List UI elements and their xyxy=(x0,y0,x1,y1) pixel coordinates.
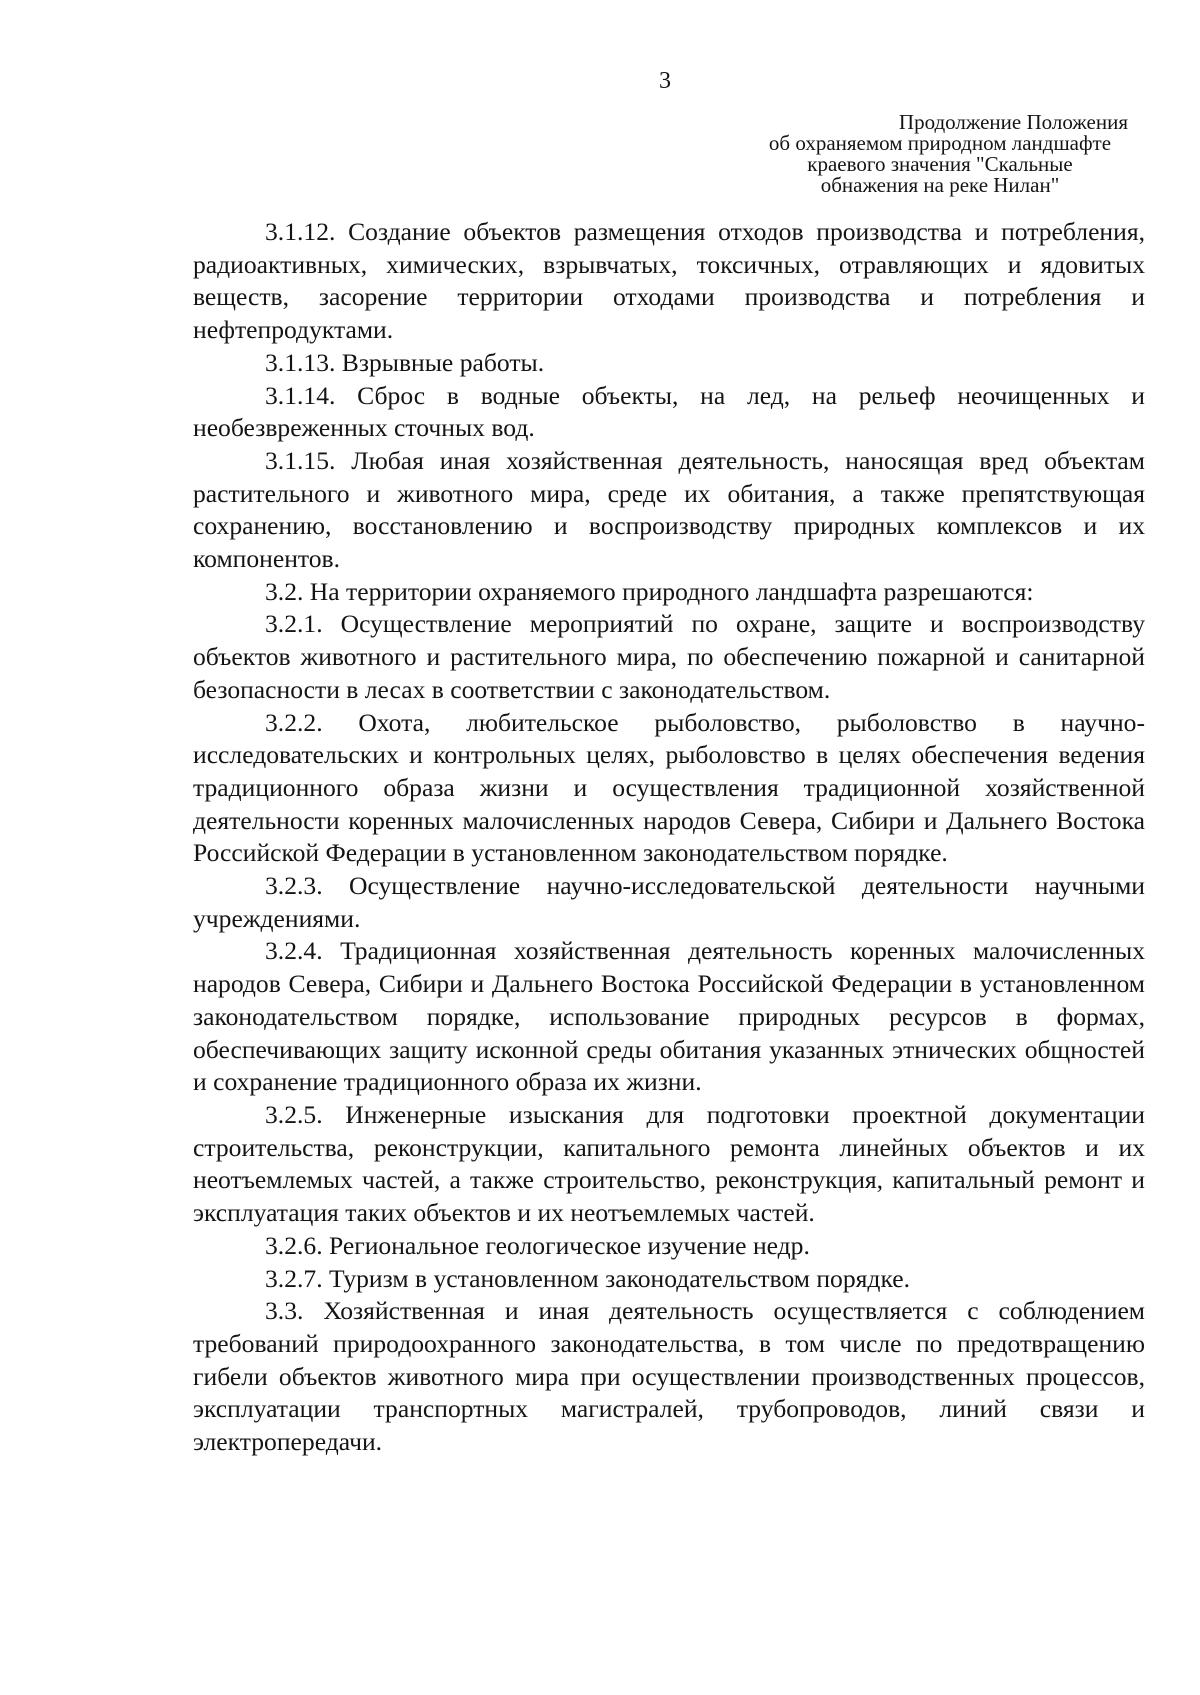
paragraph-3-2-6: 3.2.6. Региональное геологическое изучение недр. xyxy=(265,1230,810,1260)
document-body xyxy=(193,216,1145,1459)
paragraph-3-2-2: 3.2.2. Охота, любительское рыболовство, рыболовство в научно-исследовательских и контрольных целях, рыболовство в целях обеспечения ведения традиционного образа жизни и осуществления традиционной хозяйственной деятельности коренных малочисленных народов Севера, Сибири и Дальнего Востока Российской Федерации в установленном законодательством порядке. xyxy=(193,707,1145,868)
paragraph-3-1-13: 3.1.13. Взрывные работы. xyxy=(265,347,545,377)
paragraph-3-2-1: 3.2.1. Осуществление мероприятий по охране, защите и воспроизводству объектов животного и растительного мира, по обеспечению пожарной и санитарной безопасности в лесах в соответствии с законодательством. xyxy=(193,609,1145,704)
header-line-4: обнажения на реке Нилан" xyxy=(820,173,1060,197)
paragraph-3-1-12: 3.1.12. Создание объектов размещения отходов производства и потребления, радиоактивных, химических, взрывчатых, токсичных, отравляющих и ядовитых веществ, засорение территории отходами производства и потребления и нефтепродуктами. xyxy=(193,217,1145,345)
paragraph-3-2-5: 3.2.5. Инженерные изыскания для подготовки проектной документации строительства, реконструкции, капитального ремонта линейных объектов и их неотъемлемых частей, а также строительство, реконструкция, капитальный ремонт и эксплуатация таких объектов и их неотъемлемых частей. xyxy=(193,1099,1145,1228)
header-note xyxy=(700,112,1180,196)
paragraph-3-2-4: 3.2.4. Традиционная хозяйственная деятельность коренных малочисленных народов Севера, Сибири и Дальнего Востока Российской Федерации в установленном законодательством порядке, использование природных ресурсов в формах, обеспечивающих защиту исконной среды обитания указанных этнических общностей и сохранение традиционного образа их жизни. xyxy=(193,936,1145,1097)
paragraph-3-2-7: 3.2.7. Туризм в установленном законодательством порядке. xyxy=(265,1263,911,1293)
paragraph-3-2: 3.2. На территории охраняемого природного ландшафта разрешаются: xyxy=(265,576,1034,606)
paragraph-3-1-14: 3.1.14. Сброс в водные объекты, на лед, на рельеф неочищенных и необезвреженных сточных вод. xyxy=(193,380,1145,443)
paragraph-3-1-15: 3.1.15. Любая иная хозяйственная деятельность, наносящая вред объектам растительного и животного мира, среде их обитания, а также препятствующая сохранению, восстановлению и воспроизводству природных комплексов и их компонентов. xyxy=(193,445,1145,574)
paragraph-3-3: 3.3. Хозяйственная и иная деятельность осуществляется с соблюдением требований природоохранного законодательства, в том числе по предотвращению гибели объектов животного мира при осуществлении производственных процессов, эксплуатации транспортных магистралей, трубопроводов, линий связи и электропередачи. xyxy=(193,1296,1145,1457)
header-line-3: краевого значения "Скальные xyxy=(807,152,1073,176)
header-line-1: Продолжение Положения xyxy=(898,110,1128,134)
header-line-2: об охраняемом природном ландшафте xyxy=(768,131,1112,155)
page-number: 3 xyxy=(659,68,671,94)
paragraph-3-2-3: 3.2.3. Осуществление научно-исследовательской деятельности научными учреждениями. xyxy=(193,871,1145,933)
